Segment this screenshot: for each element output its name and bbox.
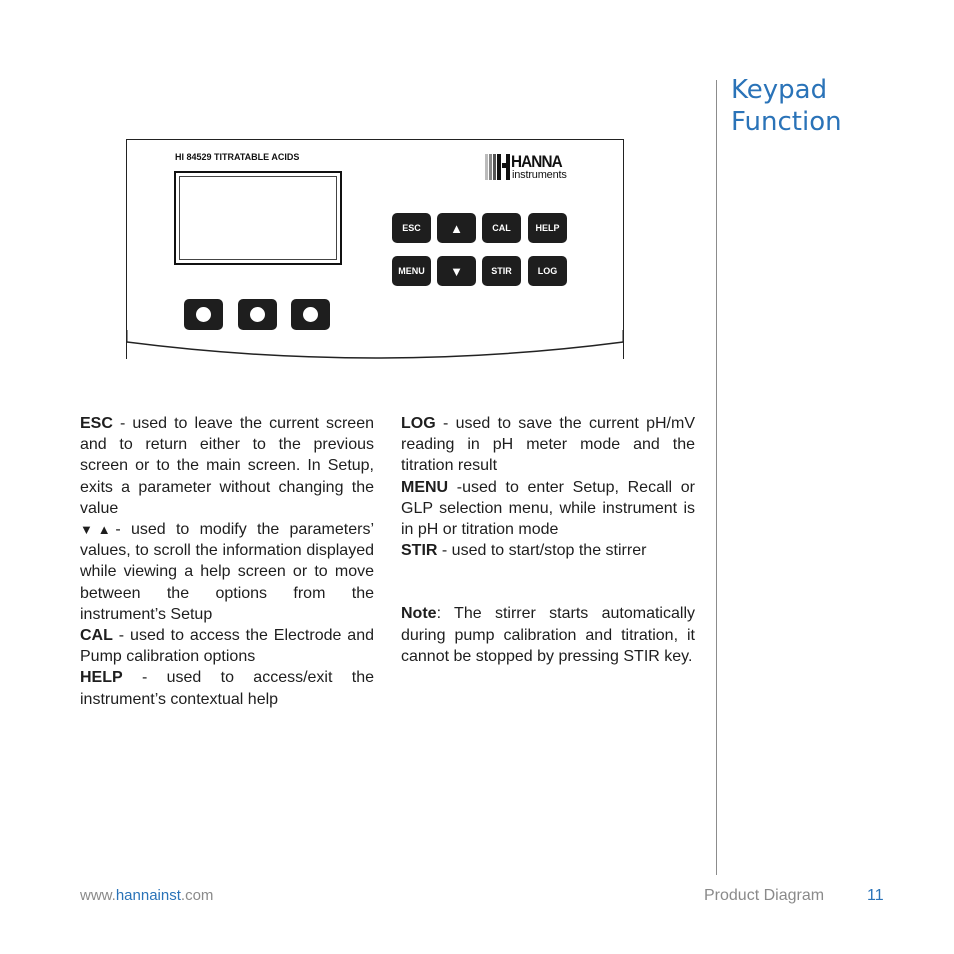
- soft-key-dot-icon: [196, 307, 211, 322]
- hanna-logo-mark-icon: [485, 154, 511, 180]
- log-keyword: LOG: [401, 415, 436, 432]
- stir-description: [401, 540, 695, 561]
- key-descriptions-left: [80, 413, 374, 710]
- note-label: Note: [401, 605, 437, 623]
- footer-url-prefix: www.: [80, 887, 116, 904]
- menu-key[interactable]: [392, 256, 431, 286]
- help-key[interactable]: [528, 213, 567, 243]
- hanna-logo-name: HANNA: [511, 152, 562, 171]
- page-number: 11: [867, 887, 884, 904]
- stir-key[interactable]: [482, 256, 521, 286]
- help-keyword: HELP: [80, 669, 123, 687]
- note-paragraph: [401, 603, 695, 667]
- menu-keyword: MENU: [401, 478, 449, 496]
- arrows-text: - used to modify the parameters’ values, to scroll the information displayed while viewing a help screen or to move between the options from the instrument’s Setup: [80, 521, 375, 623]
- device-panel-bottom-curve: [126, 330, 624, 362]
- section-title: [731, 74, 931, 138]
- hanna-logo: [485, 152, 580, 184]
- down-key[interactable]: [437, 256, 476, 286]
- cal-keyword: CAL: [80, 627, 113, 645]
- cal-key-label: CAL: [492, 223, 511, 233]
- vertical-divider: [716, 80, 717, 875]
- arrow-keys-icon: ▼▲: [80, 522, 116, 538]
- soft-key-dot-icon: [250, 307, 265, 322]
- log-text: - used to save the current pH/mV reading in pH meter mode and the titration result: [401, 415, 695, 475]
- soft-key-3[interactable]: [291, 299, 330, 330]
- menu-text: -used to enter Setup, Recall or GLP selection menu, while instrument is in pH or titration mode: [401, 478, 695, 539]
- key-descriptions-right: [401, 413, 695, 667]
- section-title-line1: Keypad: [731, 75, 828, 105]
- esc-key[interactable]: [392, 213, 431, 243]
- log-key[interactable]: [528, 256, 567, 286]
- menu-description: [401, 477, 695, 541]
- cal-description: [80, 625, 374, 667]
- device-model-label: HI 84529 TITRATABLE ACIDS: [175, 152, 300, 162]
- menu-key-label: MENU: [398, 266, 425, 276]
- down-arrow-icon: ▼: [450, 263, 463, 279]
- cal-text: - used to access the Electrode and Pump calibration options: [80, 627, 374, 666]
- footer-website-link[interactable]: [80, 887, 213, 904]
- up-key[interactable]: [437, 213, 476, 243]
- section-title-line2: Function: [731, 107, 842, 137]
- up-arrow-icon: ▲: [450, 220, 463, 236]
- help-description: [80, 667, 374, 709]
- log-key-label: LOG: [537, 266, 558, 276]
- footer-url-suffix: .com: [180, 887, 214, 904]
- help-key-label: HELP: [535, 223, 560, 233]
- lcd-display: [174, 171, 342, 265]
- stir-text: - used to start/stop the stirrer: [437, 542, 647, 560]
- soft-key-1[interactable]: [184, 299, 223, 330]
- esc-keyword: ESC: [80, 415, 113, 432]
- cal-key[interactable]: [482, 213, 521, 243]
- log-description: [401, 413, 695, 477]
- esc-description: [80, 413, 374, 519]
- esc-key-label: ESC: [402, 223, 421, 233]
- soft-key-2[interactable]: [238, 299, 277, 330]
- hanna-logo-subtitle: instruments: [512, 169, 567, 181]
- soft-key-dot-icon: [303, 307, 318, 322]
- esc-text: - used to leave the current screen and to return either to the previous screen or to the main screen. In Setup, exits a parameter without changing the value: [80, 415, 374, 517]
- footer-url-highlight: hannainst: [115, 887, 181, 904]
- note-text: : The stirrer starts automatically during pump calibration and titration, it cannot be stopped by pressing STIR key.: [401, 605, 695, 665]
- footer-section-name: Product Diagram: [704, 887, 825, 904]
- stir-keyword: STIR: [401, 542, 438, 560]
- stir-key-label: STIR: [491, 266, 512, 276]
- arrows-description: [80, 519, 374, 625]
- help-text: - used to access/exit the instrument’s contextual help: [80, 669, 374, 708]
